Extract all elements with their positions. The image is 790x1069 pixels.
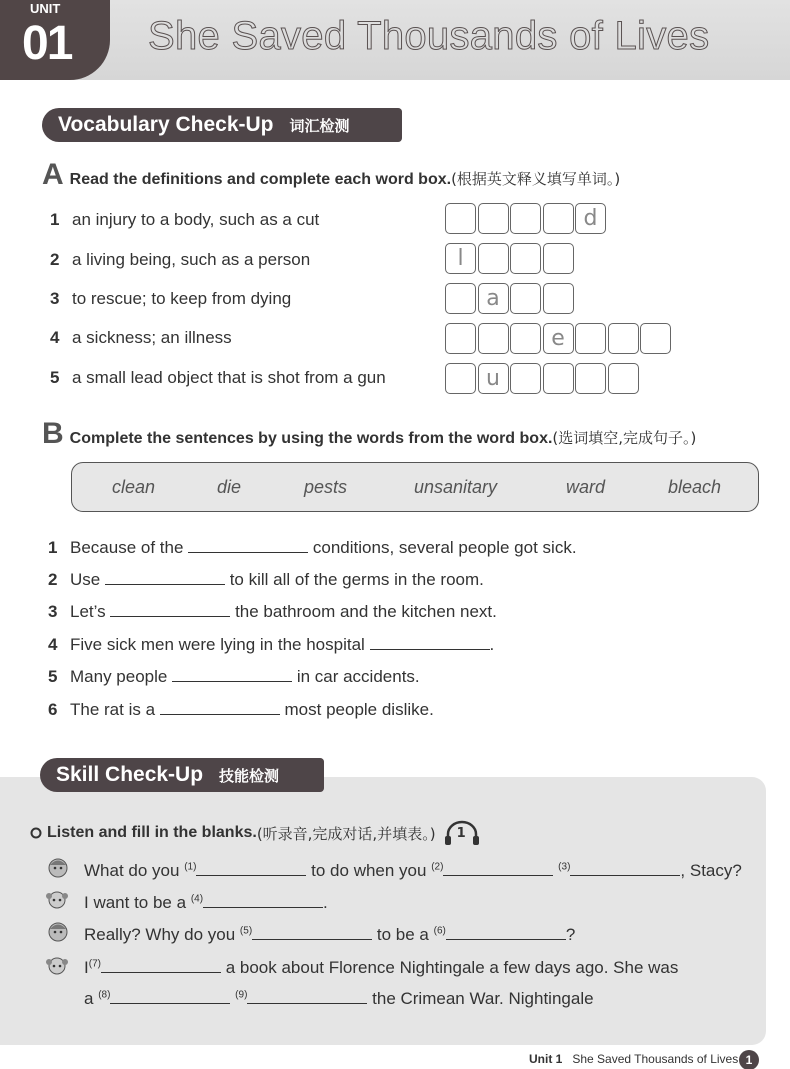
section-b-letter: B (42, 417, 64, 450)
b-item-2 (48, 569, 484, 590)
letter-box[interactable] (543, 243, 574, 274)
item-text: . (489, 635, 495, 654)
letter-box[interactable] (510, 363, 541, 394)
item-text: in car accidents. (296, 667, 420, 686)
letter-box[interactable]: a (478, 283, 509, 314)
letter-box[interactable] (445, 363, 476, 394)
answer-blank[interactable] (446, 924, 566, 940)
blank-number: (4) (190, 893, 204, 905)
item-number: 1 (50, 210, 60, 229)
item-text: Many people (70, 667, 168, 686)
answer-blank[interactable] (370, 634, 490, 650)
answer-blank[interactable] (443, 860, 553, 876)
letter-box[interactable] (543, 283, 574, 314)
item-number: 5 (50, 368, 60, 387)
a-item-1 (50, 210, 319, 230)
page-footer (529, 1052, 738, 1066)
word-boxes-4[interactable] (445, 323, 673, 354)
letter-box[interactable] (510, 323, 541, 354)
dialogue-line-2 (84, 892, 328, 913)
letter-box[interactable]: e (543, 323, 574, 354)
section-a-instruction-cn: (根据英文释义填写单词。) (451, 170, 621, 188)
b-item-4 (48, 634, 494, 655)
dialogue-text: to do when you (311, 861, 427, 880)
answer-blank[interactable] (203, 892, 323, 908)
unit-label: UNIT (30, 1, 61, 16)
word-boxes-5[interactable] (445, 363, 640, 394)
letter-box[interactable]: u (478, 363, 509, 394)
dialogue-text: a book about Florence Nightingale a few days ago. She was (225, 958, 679, 977)
skill-instruction: Listen and fill in the blanks. (47, 824, 257, 841)
item-number: 1 (48, 538, 58, 557)
a-item-4 (50, 328, 232, 348)
unit-tab (0, 0, 110, 80)
letter-box[interactable] (608, 323, 639, 354)
blank-number: (2) (431, 861, 444, 873)
footer-unit: Unit 1 (529, 1052, 563, 1066)
letter-box[interactable] (608, 363, 639, 394)
boy-face-icon (47, 856, 69, 878)
item-number: 3 (48, 602, 58, 621)
dialogue-line-4 (84, 957, 678, 978)
item-number: 5 (48, 667, 58, 686)
item-number: 2 (50, 250, 60, 269)
item-text: a sickness; an illness (72, 328, 232, 347)
answer-blank[interactable] (570, 860, 680, 876)
item-text: Use (70, 570, 101, 589)
letter-box[interactable] (510, 283, 541, 314)
dialogue-text: ? (565, 925, 576, 944)
letter-box[interactable] (575, 363, 606, 394)
item-text: an injury to a body, such as a cut (72, 210, 320, 229)
blank-number: (8) (98, 989, 111, 1001)
letter-box[interactable]: l (445, 243, 476, 274)
bullet-icon (30, 827, 42, 839)
dialogue-text: the Crimean War. Nightingale (372, 989, 594, 1008)
item-number: 3 (50, 289, 60, 308)
blank-number: (6) (433, 925, 446, 937)
blank-number: (1) (184, 861, 197, 873)
girl-face-icon (46, 888, 68, 910)
answer-blank[interactable] (160, 699, 280, 715)
dialogue-text: What do you (84, 861, 180, 880)
item-text: most people dislike. (284, 700, 434, 719)
section-a-heading (42, 158, 620, 192)
section-b-heading (42, 417, 696, 451)
item-text: Let’s (70, 602, 106, 621)
letter-box[interactable] (510, 243, 541, 274)
item-text: Five sick men were lying in the hospital (70, 635, 365, 654)
item-text: Because of the (70, 538, 184, 557)
word-option: pests (304, 477, 348, 497)
blank-number: (7) (88, 958, 101, 970)
answer-blank[interactable] (188, 537, 308, 553)
word-boxes-2[interactable] (445, 243, 575, 274)
letter-box[interactable]: d (575, 203, 606, 234)
dialogue-text: a (84, 989, 94, 1008)
blank-number: (9) (235, 989, 248, 1001)
dialogue-text: to be a (376, 925, 429, 944)
answer-blank[interactable] (101, 957, 221, 973)
dialogue-text: I want to be a (84, 893, 187, 912)
dialogue-text: Really? Why do you (84, 925, 236, 944)
word-option: bleach (668, 477, 722, 497)
answer-blank[interactable] (247, 988, 367, 1004)
item-text: a small lead object that is shot from a gun (72, 368, 386, 387)
letter-box[interactable] (543, 203, 574, 234)
section-a-letter: A (42, 158, 64, 191)
item-number: 4 (48, 635, 58, 654)
a-item-5 (50, 368, 386, 388)
a-item-3 (50, 289, 291, 309)
vocab-banner (42, 108, 402, 142)
section-b-instruction: Complete the sentences by using the words from the word box. (69, 430, 553, 447)
dialogue-line-1 (84, 860, 742, 881)
vocab-title: Vocabulary Check-Up (58, 113, 274, 136)
footer-title: She Saved Thousands of Lives (572, 1052, 739, 1066)
dialogue-text: . (323, 893, 328, 912)
letter-box[interactable] (640, 323, 671, 354)
letter-box[interactable] (478, 243, 509, 274)
b-item-3 (48, 601, 497, 622)
skill-banner (40, 758, 324, 792)
item-text: the bathroom and the kitchen next. (235, 602, 497, 621)
item-number: 4 (50, 328, 60, 347)
answer-blank[interactable] (110, 988, 230, 1004)
unit-number: 01 (22, 17, 72, 70)
answer-blank[interactable] (105, 569, 225, 585)
skill-heading (30, 820, 480, 846)
answer-blank[interactable] (172, 666, 292, 682)
item-text: conditions, several people got sick. (312, 538, 577, 557)
word-option: ward (566, 477, 606, 497)
dialogue-text: , Stacy? (680, 861, 742, 880)
page-number: 1 (739, 1050, 759, 1069)
dialogue-line-3 (84, 924, 575, 945)
skill-title-cn: 技能检测 (219, 766, 280, 785)
section-a-instruction: Read the definitions and complete each word box. (69, 171, 452, 188)
vocab-title-cn: 词汇检测 (289, 116, 350, 135)
word-boxes-1[interactable] (445, 203, 608, 234)
dialogue-line-5 (84, 988, 594, 1009)
b-item-6 (48, 699, 434, 720)
letter-box[interactable] (478, 203, 509, 234)
word-box (71, 462, 759, 512)
section-b-instruction-cn: (选词填空,完成句子。) (552, 429, 697, 447)
track-number: 1 (456, 826, 466, 841)
word-boxes-3[interactable] (445, 283, 575, 314)
b-item-5 (48, 666, 420, 687)
letter-box[interactable] (510, 203, 541, 234)
word-option: clean (112, 477, 156, 497)
item-text: a living being, such as a person (72, 250, 311, 269)
item-text: The rat is a (70, 700, 156, 719)
skill-title: Skill Check-Up (56, 763, 204, 786)
girl-face-icon (46, 954, 68, 976)
answer-blank[interactable] (196, 860, 306, 876)
boy-face-icon (47, 920, 69, 942)
word-option: die (217, 477, 242, 497)
item-number: 6 (48, 700, 58, 719)
letter-box[interactable] (478, 323, 509, 354)
page-title: She Saved Thousands of Lives (148, 14, 710, 58)
item-number: 2 (48, 570, 58, 589)
letter-box[interactable] (445, 283, 476, 314)
dialogue-text: I (84, 958, 89, 977)
answer-blank[interactable] (252, 924, 372, 940)
headphones-icon[interactable] (444, 820, 480, 846)
skill-instruction-cn: (听录音,完成对话,并填表。) (256, 824, 436, 843)
blank-number: (3) (558, 861, 571, 873)
a-item-2 (50, 250, 310, 270)
letter-box[interactable] (445, 323, 476, 354)
item-text: to kill all of the germs in the room. (229, 570, 484, 589)
answer-blank[interactable] (110, 601, 230, 617)
item-text: to rescue; to keep from dying (72, 289, 292, 308)
b-item-1 (48, 537, 577, 558)
letter-box[interactable] (575, 323, 606, 354)
letter-box[interactable] (543, 363, 574, 394)
page-header (0, 0, 790, 80)
word-option: unsanitary (414, 477, 498, 497)
blank-number: (5) (239, 925, 253, 937)
letter-box[interactable] (445, 203, 476, 234)
